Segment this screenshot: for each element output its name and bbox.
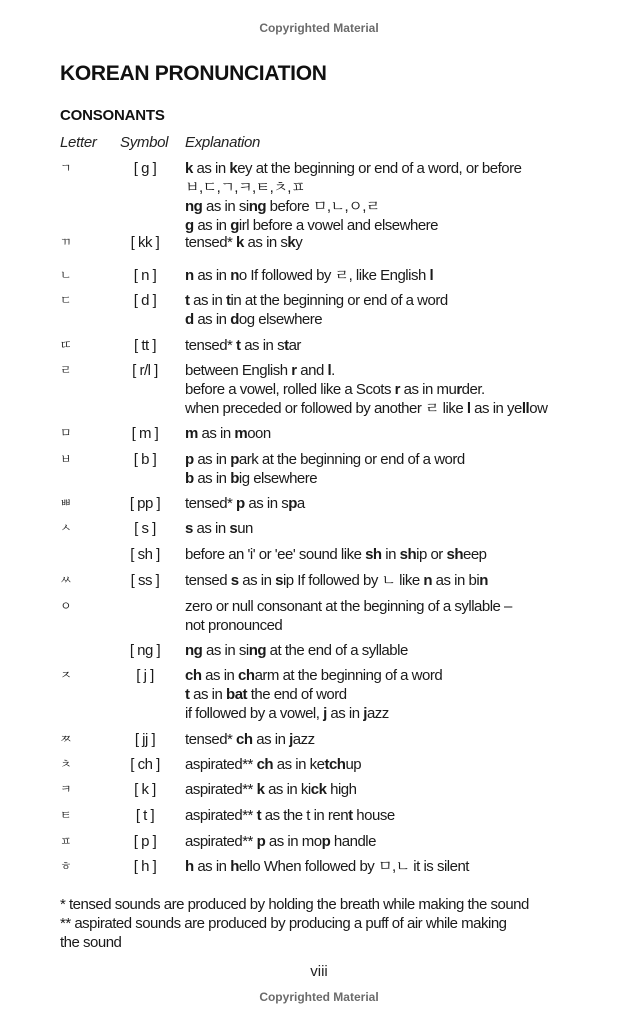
emphasis-text: s [230,572,239,589]
emphasis-text: sh [399,546,417,563]
plain-text: as in ki [264,781,311,798]
plain-text: un [237,520,253,537]
explanation-line [185,310,625,329]
emphasis-text: h [185,858,194,875]
explanation-line [185,336,625,355]
hangul-letter: ㅁ [60,426,72,440]
plain-text: house [352,807,395,824]
page-title: KOREAN PRONUNCIATION [60,62,327,85]
plain-text: aspirated** [185,756,257,773]
emphasis-text: t [256,807,262,824]
emphasis-text: b [185,470,194,487]
emphasis-text: k [236,234,244,251]
phonetic-symbol: [ t ] [135,807,155,824]
hangul-letter: ㅃ [60,496,72,510]
emphasis-text: p [185,451,194,468]
plain-text: aspirated** [185,781,257,798]
explanation [185,519,625,538]
explanation [185,336,625,355]
emphasis-text: p [321,833,331,850]
emphasis-text: t [348,807,353,824]
explanation-line [185,380,625,399]
plain-text: the end of word [247,686,347,703]
plain-text: as in [189,686,227,703]
plain-text: tensed* [185,234,237,251]
phonetic-symbol: [ kk ] [130,234,160,251]
plain-text: as in s [240,337,285,354]
plain-text: aspirated** [185,807,257,824]
phonetic-symbol: [ pp ] [129,495,161,512]
emphasis-text: p [230,451,239,468]
phonetic-symbol: [ p ] [133,833,157,850]
explanation [185,666,625,723]
emphasis-text: ch [185,667,202,684]
hangul-letter: ㅆ [60,573,72,587]
explanation-line [185,233,625,252]
emphasis-text: t [185,686,190,703]
emphasis-text: d [230,311,239,328]
explanation-line [185,857,625,876]
hangul-letter: ㅎ [60,859,72,873]
plain-text: as in [238,572,276,589]
hangul-letter: ㄷ [60,293,72,307]
plain-text: as in [326,705,364,722]
plain-text: as in [192,520,230,537]
plain-text: as in s [244,495,289,512]
hangul-letter: ㅈ [60,668,72,682]
plain-text: before an 'i' or 'ee' sound like [185,546,366,563]
plain-text: as in [193,217,231,234]
plain-text: between English [185,362,292,379]
hangul-letter: ㅇ [60,599,72,613]
plain-text: as in [193,451,231,468]
phonetic-symbol: [ ss ] [130,572,160,589]
plain-text: in at the beginning or end of a word [230,292,448,309]
emphasis-text: p [236,495,245,512]
plain-text: irl before a vowel and elsewhere [238,217,438,234]
plain-text: before ㅁ,ㄴ,ㅇ,ㄹ [266,198,380,215]
explanation [185,424,625,443]
plain-text: as in ye [470,400,522,417]
phonetic-symbol: [ ng ] [129,642,161,659]
plain-text: as in [193,311,231,328]
explanation-line [185,685,625,704]
plain-text: as in mo [265,833,322,850]
emphasis-text: j [289,731,293,748]
explanation-line [185,178,625,197]
explanation-line [185,666,625,685]
explanation-line [185,571,625,590]
hangul-letter: ㄲ [60,235,72,249]
emphasis-text: ng [248,198,267,215]
explanation-line [185,361,625,380]
plain-text: as in ke [273,756,325,773]
plain-text: ip If followed by ㄴ like [282,572,424,589]
emphasis-text: s [275,572,283,589]
plain-text: high [326,781,357,798]
plain-text: ig elsewhere [238,470,318,487]
explanation-line [185,291,625,310]
plain-text: a [296,495,305,512]
phonetic-symbol: [ sh ] [130,546,160,563]
explanation-line [185,519,625,538]
explanation-line [185,616,625,635]
plain-text: der. [461,381,485,398]
plain-text: as in mu [399,381,457,398]
emphasis-text: ng [185,198,203,215]
plain-text: before a vowel, rolled like a Scots [185,381,395,398]
hangul-letter: ㄴ [60,268,72,282]
plain-text: as in [197,425,235,442]
hangul-letter: ㅋ [60,782,72,796]
plain-text: ello When followed by ㅁ,ㄴ it is silent [238,858,469,875]
plain-text: tensed* [185,495,237,512]
copyright-footer: Copyrighted Material [259,990,379,1004]
phonetic-symbol: [ j ] [136,667,154,684]
explanation-line [185,197,625,216]
plain-text: at the end of a syllable [266,642,408,659]
emphasis-text: g [230,217,239,234]
explanation [185,233,625,252]
plain-text: up [345,756,362,773]
emphasis-text: m [185,425,198,442]
explanation-line [185,832,625,851]
plain-text: azz [366,705,389,722]
plain-text: not pronounced [185,617,283,634]
plain-text: as in [193,858,231,875]
explanation-line [185,704,625,723]
emphasis-text: sh [446,546,463,563]
explanation-line [185,159,625,178]
plain-text: and [296,362,328,379]
explanation [185,266,625,285]
hangul-letter: ㄸ [60,338,72,352]
phonetic-symbol: [ g ] [133,160,157,177]
plain-text: as the t in ren [261,807,349,824]
explanation-line [185,597,625,616]
plain-text: handle [330,833,376,850]
emphasis-text: h [230,858,239,875]
plain-text: tensed* [185,731,237,748]
plain-text: o If followed by ㄹ, like English [238,267,430,284]
plain-text: if followed by a vowel, [185,705,324,722]
emphasis-text: g [185,217,194,234]
explanation-line [185,469,625,488]
plain-text: as in [201,667,239,684]
plain-text: ey at the beginning or end of a word, or before [237,160,522,177]
explanation-line [185,399,625,418]
hangul-letter: ㅌ [60,808,72,822]
footnote-aspirated: ** aspirated sounds are produced by producing a puff of air while making [60,915,507,932]
emphasis-text: t [236,337,241,354]
explanation [185,780,625,799]
plain-text: arm at the beginning of a word [254,667,443,684]
phonetic-symbol: [ jj ] [134,731,156,748]
emphasis-text: p [288,495,297,512]
hangul-letter: ㅅ [60,521,72,535]
emphasis-text: t [226,292,231,309]
emphasis-text: t [185,292,190,309]
emphasis-text: s [229,520,238,537]
explanation-line [185,641,625,660]
explanation [185,545,625,564]
emphasis-text: ch [236,731,253,748]
plain-text: as in [192,160,230,177]
plain-text: og elsewhere [238,311,323,328]
explanation [185,730,625,749]
page-number: viii [310,963,328,980]
emphasis-text: t [284,337,289,354]
plain-text: as in [189,292,227,309]
explanation-line [185,730,625,749]
explanation-line [185,806,625,825]
emphasis-text: bat [226,686,248,703]
column-header-letter: Letter [60,134,97,151]
emphasis-text: n [230,267,239,284]
emphasis-text: s [185,520,193,537]
emphasis-text: j [323,705,327,722]
explanation [185,494,625,513]
explanation [185,832,625,851]
column-header-symbol: Symbol [120,134,169,151]
phonetic-symbol: [ b ] [133,451,157,468]
phonetic-symbol: [ h ] [133,858,157,875]
phonetic-symbol: [ n ] [133,267,157,284]
plain-text: as in bi [432,572,480,589]
column-header-explanation: Explanation [185,134,261,151]
phonetic-symbol: [ d ] [133,292,157,309]
phonetic-symbol: [ m ] [131,425,159,442]
plain-text: as in si [202,642,249,659]
hangul-letter: ㄱ [60,161,72,175]
emphasis-text: n [423,572,432,589]
emphasis-text: b [230,470,239,487]
footnote-tensed: * tensed sounds are produced by holding the breath while making the sound [60,896,529,913]
plain-text: ow [529,400,548,417]
plain-text: azz [292,731,315,748]
plain-text: ㅂ,ㄷ,ㄱ,ㅋ,ㅌ,ㅊ,ㅍ [185,179,305,196]
phonetic-symbol: [ s ] [134,520,156,537]
plain-text: zero or null consonant at the beginning of a syllable – [185,598,512,615]
emphasis-text: n [479,572,488,589]
plain-text: ark at the beginning or end of a word [238,451,465,468]
emphasis-text: ck [310,781,327,798]
explanation [185,291,625,329]
explanation-line [185,266,625,285]
explanation-line [185,424,625,443]
phonetic-symbol: [ r/l ] [132,362,158,379]
explanation [185,755,625,774]
emphasis-text: m [234,425,248,442]
footnotes [60,895,600,952]
emphasis-text: k [256,781,265,798]
hangul-letter: ㅂ [60,452,72,466]
plain-text: as in [193,267,231,284]
plain-text: . [331,362,335,379]
footnote-aspirated-continued: the sound [60,934,122,951]
explanation [185,571,625,590]
phonetic-symbol: [ k ] [134,781,156,798]
emphasis-text: ng [248,642,267,659]
hangul-letter: ㅍ [60,834,72,848]
plain-text: as in si [202,198,249,215]
explanation-line [185,545,625,564]
phonetic-symbol: [ tt ] [133,337,156,354]
emphasis-text: l [429,267,434,284]
hangul-letter: ㅉ [60,732,72,746]
emphasis-text: j [363,705,367,722]
emphasis-text: d [185,311,194,328]
plain-text: oon [247,425,271,442]
plain-text: ip or [416,546,447,563]
plain-text: tensed* [185,337,237,354]
explanation [185,361,625,418]
emphasis-text: k [287,234,296,251]
emphasis-text: ch [238,667,255,684]
phonetic-symbol: [ ch ] [130,756,160,773]
copyright-header: Copyrighted Material [259,21,379,35]
plain-text: as in [193,470,231,487]
explanation [185,450,625,488]
emphasis-text: l [327,362,332,379]
hangul-letter: ㅊ [60,757,72,771]
plain-text: as in s [243,234,288,251]
explanation-line [185,755,625,774]
plain-text: tensed [185,572,231,589]
plain-text: in [381,546,400,563]
emphasis-text: r [291,362,297,379]
explanation [185,159,625,235]
section-title: CONSONANTS [60,107,165,124]
emphasis-text: k [185,160,193,177]
explanation-line [185,780,625,799]
explanation [185,857,625,876]
plain-text: when preceded or followed by another ㄹ like [185,400,467,417]
explanation [185,641,625,660]
emphasis-text: n [185,267,194,284]
hangul-letter: ㄹ [60,363,72,377]
emphasis-text: k [229,160,238,177]
plain-text: y [295,234,303,251]
explanation-line [185,494,625,513]
emphasis-text: r [394,381,400,398]
emphasis-text: p [256,833,266,850]
emphasis-text: ch [256,756,274,773]
emphasis-text: tch [324,756,346,773]
explanation-line [185,450,625,469]
explanation [185,597,625,635]
explanation [185,806,625,825]
emphasis-text: l [466,400,471,417]
emphasis-text: ll [521,400,530,417]
emphasis-text: ng [185,642,203,659]
plain-text: ar [288,337,301,354]
emphasis-text: sh [365,546,382,563]
emphasis-text: r [456,381,462,398]
plain-text: aspirated** [185,833,257,850]
plain-text: eep [463,546,487,563]
plain-text: as in [252,731,290,748]
